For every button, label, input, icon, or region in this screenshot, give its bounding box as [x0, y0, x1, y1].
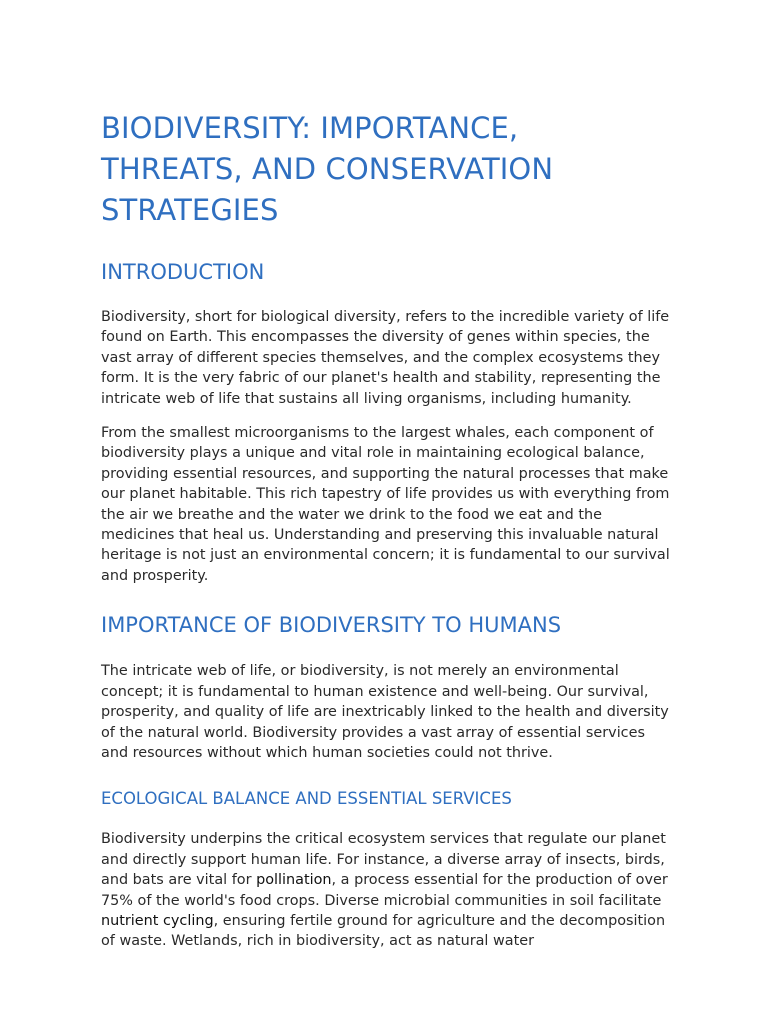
importance-paragraph-1: The intricate web of life, or biodiversity, is not merely an environmental concept; it is fundamental to human existence and well-being. Our survival, prosperity, and quality of life are inextricably linked to the health and diversity of the natural world. Biodiversity provides a vast array of essential services and resources without which human societies could not thrive.	[101, 663, 669, 761]
title-line-1: BIODIVERSITY: IMPORTANCE,	[101, 111, 519, 145]
heading-ecological-balance: ECOLOGICAL BALANCE AND ESSENTIAL SERVICES	[101, 789, 512, 809]
ecological-text-part-2: , a process essential for the production of over 75% of the world's food crops. Diverse microbial communities in soil facilitate	[101, 872, 668, 909]
ecological-paragraph-1	[101, 829, 673, 951]
title-line-3: STRATEGIES	[101, 193, 279, 227]
heading-introduction: INTRODUCTION	[101, 260, 265, 284]
heading-importance: IMPORTANCE OF BIODIVERSITY TO HUMANS	[101, 613, 562, 638]
term-pollination: pollination	[256, 872, 332, 889]
document-page	[101, 108, 673, 952]
title-line-2: THREATS, AND CONSERVATION	[101, 152, 554, 186]
intro-paragraph-2: From the smallest microorganisms to the largest whales, each component of biodiversity plays a unique and vital role in maintaining ecological balance, providing essential resources, and supporting the natural processes that make our planet habitable. This rich tapestry of life provides us with everything from the air we breathe and the water we drink to the food we eat and the medicines that heal us. Understanding and preserving this invaluable natural heritage is not just an environmental concern; it is fundamental to our survival and prosperity.	[101, 425, 670, 584]
intro-paragraph-1: Biodiversity, short for biological diversity, refers to the incredible variety of life found on Earth. This encompasses the diversity of genes within species, the vast array of different species themselves, and the complex ecosystems they form. It is the very fabric of our planet's health and stability, representing the intricate web of life that sustains all living organisms, including humanity.	[101, 309, 670, 407]
ecological-text-part-1: Biodiversity underpins the critical ecosystem services that regulate our planet and directly support human life. For instance, a diverse array of insects, birds, and bats are vital for	[101, 831, 666, 889]
document-title	[101, 108, 673, 231]
ecological-text-part-3: , ensuring fertile ground for agriculture and the decomposition of waste. Wetlands, rich in biodiversity, act as natural water	[101, 912, 666, 950]
term-nutrient-cycling: nutrient cycling	[101, 912, 214, 929]
